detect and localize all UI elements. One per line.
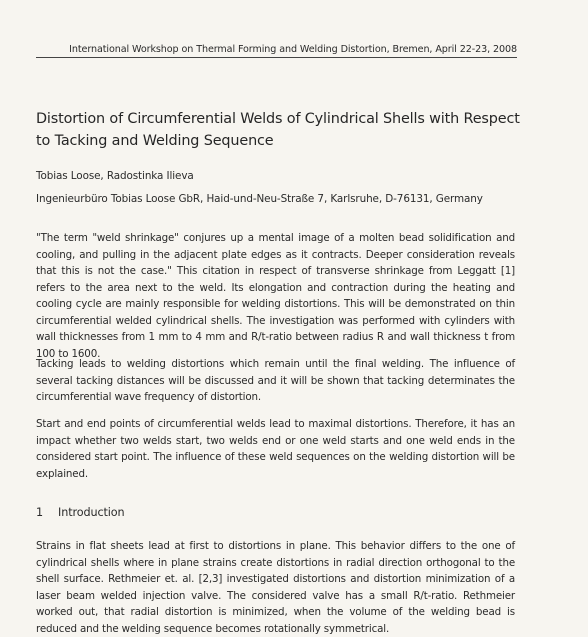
section-title: Introduction [58,506,125,519]
running-header: International Workshop on Thermal Forming and Welding Distortion, Bremen, April 22-23, 2008 [69,44,517,55]
header-rule [36,57,517,58]
section-number: 1 [36,506,44,519]
affiliation: Ingenieurbüro Tobias Loose GbR, Haid-und-Neu-Straße 7, Karlsruhe, D-76131, Germany [36,193,483,205]
section-heading [36,506,125,519]
abstract-paragraph-3: Start and end points of circumferential welds lead to maximal distortions. Therefore, it has an impact whether two welds start, two welds end or one weld starts and one weld ends in the considered start point. The influence of these weld sequences on the welding distortion will be explained. [36,418,515,480]
intro-paragraph: Strains in flat sheets lead at first to distortions in plane. This behavior differs to the one of cylindrical shells where in plane strains create distortions in radial direction orthogonal to the shell surface. Rethmeier et. al. [2,3] investigated distortions and distortion minimization of a laser beam welded injection valve. The considered valve has a small R/t-ratio. Rethmeier worked out, that radial distortion is minimized, when the volume of the welding bead is reduced and the welding sequence becomes rotationally symmetrical. [36,540,515,635]
paper-title: Distortion of Circumferential Welds of Cylindrical Shells with Respect to Tacking and Welding Sequence [36,111,520,149]
abstract-paragraph-2: Tacking leads to welding distortions which remain until the final welding. The influence of several tacking distances will be discussed and it will be shown that tacking determinates the circumferential wave frequency of distortion. [36,358,515,403]
abstract-paragraph-1: "The term "weld shrinkage" conjures up a mental image of a molten bead solidification and cooling, and pulling in the adjacent plate edges as it contracts. Deeper consideration reveals that this is not the case." This citation in respect of transverse shrinkage from Leggatt [1] refers to the area next to the weld. Its elongation and contraction during the heating and cooling cycle are mainly responsible for welding distortions. This will be demonstrated on thin circumferential welded cylindrical shells. The investigation was performed with cylinders with wall thicknesses from 1 mm to 4 mm and R/t-ratio between radius R and wall thickness t from 100 to 1600. [36,232,515,360]
authors: Tobias Loose, Radostinka Ilieva [36,170,194,182]
